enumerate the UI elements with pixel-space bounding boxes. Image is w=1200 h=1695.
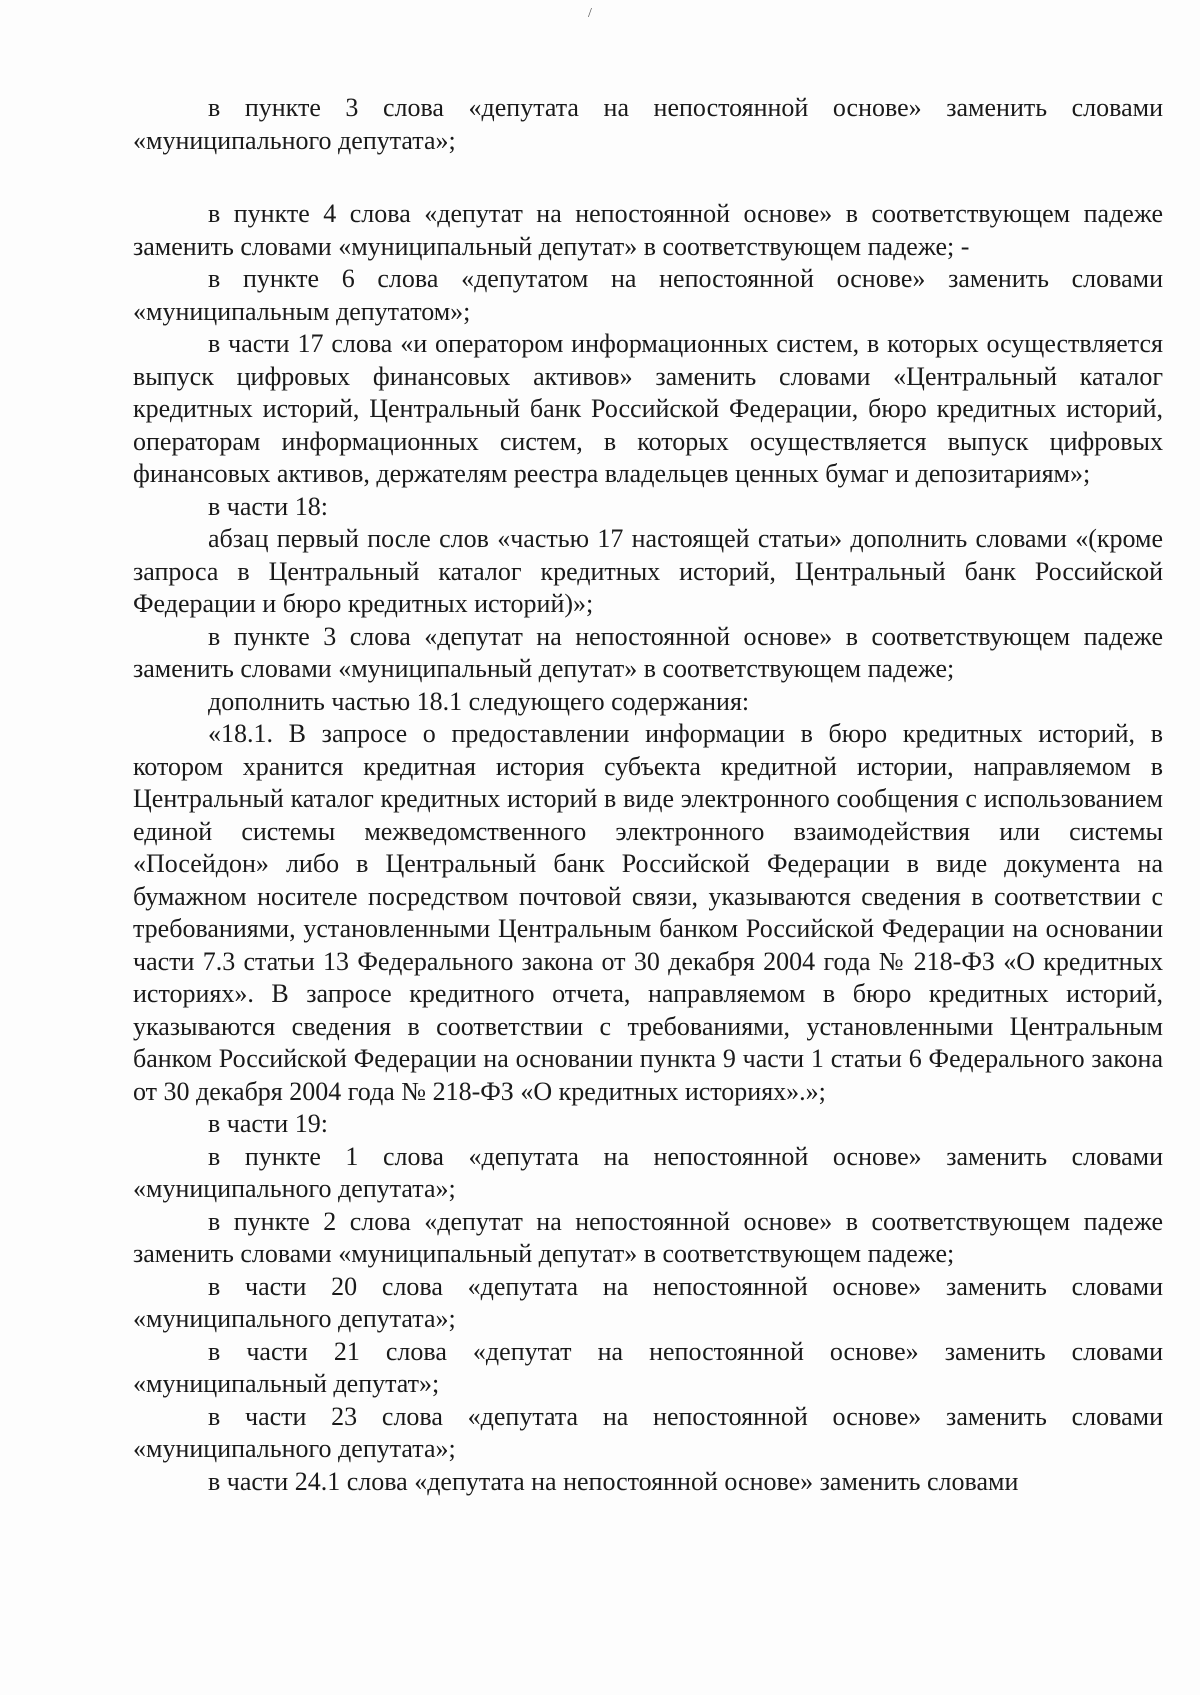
paragraph-gap — [133, 157, 1163, 198]
paragraph-3: в пункте 6 слова «депутатом на непостоянной основе» заменить словами «муниципальным депутатом»; — [133, 264, 1163, 326]
paragraph-14: в части 21 слова «депутат на непостоянной основе» заменить словами «муниципальный депутат»; — [133, 1336, 1163, 1398]
document-body — [133, 92, 1163, 1498]
paragraph-7: в пункте 3 слова «депутат на непостоянной основе» в соответствующем падеже заменить словами «муниципальный депутат» в соответствующем падеже; — [133, 621, 1163, 683]
paragraph-15: в части 23 слова «депутата на непостоянной основе» заменить словами «муниципального депутата»; — [133, 1401, 1163, 1463]
paragraph-12: в пункте 2 слова «депутат на непостоянной основе» в соответствующем падеже заменить словами «муниципальный депутат» в соответствующем падеже; — [133, 1206, 1163, 1268]
paragraph-16: в части 24.1 слова «депутата на непостоянной основе» заменить словами — [208, 1466, 1019, 1496]
paragraph-5: в части 18: — [208, 491, 328, 521]
paragraph-2: в пункте 4 слова «депутат на непостоянной основе» в соответствующем падеже заменить словами «муниципальный депутат» в соответствующем падеже; - — [133, 199, 1163, 261]
paragraph-1: в пункте 3 слова «депутата на непостоянной основе» заменить словами «муниципального депутата»; — [133, 93, 1163, 155]
paragraph-4: в части 17 слова «и оператором информационных систем, в которых осуществляется выпуск цифровых финансовых активов» заменить словами «Центральный каталог кредитных историй, Центральный банк Российской Федерации, бюро кредитных историй, операторам информационных систем, в которых осуществляется выпуск цифровых финансовых активов, держателям реестра владельцев ценных бумаг и депозитариям»; — [133, 329, 1163, 488]
paragraph-13: в части 20 слова «депутата на непостоянной основе» заменить словами «муниципального депутата»; — [133, 1271, 1163, 1333]
paragraph-8: дополнить частью 18.1 следующего содержания: — [208, 686, 750, 716]
paragraph-6: абзац первый после слов «частью 17 настоящей статьи» дополнить словами «(кроме запроса в Центральный каталог кредитных историй, Центральный банк Российской Федерации и бюро кредитных историй)»; — [133, 524, 1163, 618]
scan-speck: / — [588, 6, 592, 21]
paragraph-10: в части 19: — [208, 1109, 328, 1138]
paragraph-11: в пункте 1 слова «депутата на непостоянной основе» заменить словами «муниципального депутата»; — [133, 1141, 1163, 1203]
paragraph-9: «18.1. В запросе о предоставлении информации в бюро кредитных историй, в котором хранится кредитная история субъекта кредитной истории, направляемом в Центральный каталог кредитных историй в виде электронного сообщения с использованием единой системы межведомственного электронного взаимодействия или системы «Посейдон» либо в Центральный банк Российской Федерации в виде документа на бумажном носителе посредством почтовой связи, указываются сведения в соответствии с требованиями, установленными Центральным банком Российской Федерации на основании части 7.3 статьи 13 Федерального закона от 30 декабря 2004 года № 218-ФЗ «О кредитных историях». В запросе кредитного отчета, направляемом в бюро кредитных историй, указываются сведения в соответствии с требованиями, установленными Центральным банком Российской Федерации на основании пункта 9 части 1 статьи 6 Федерального закона от 30 декабря 2004 года № 218-ФЗ «О кредитных историях».»; — [133, 719, 1163, 1106]
